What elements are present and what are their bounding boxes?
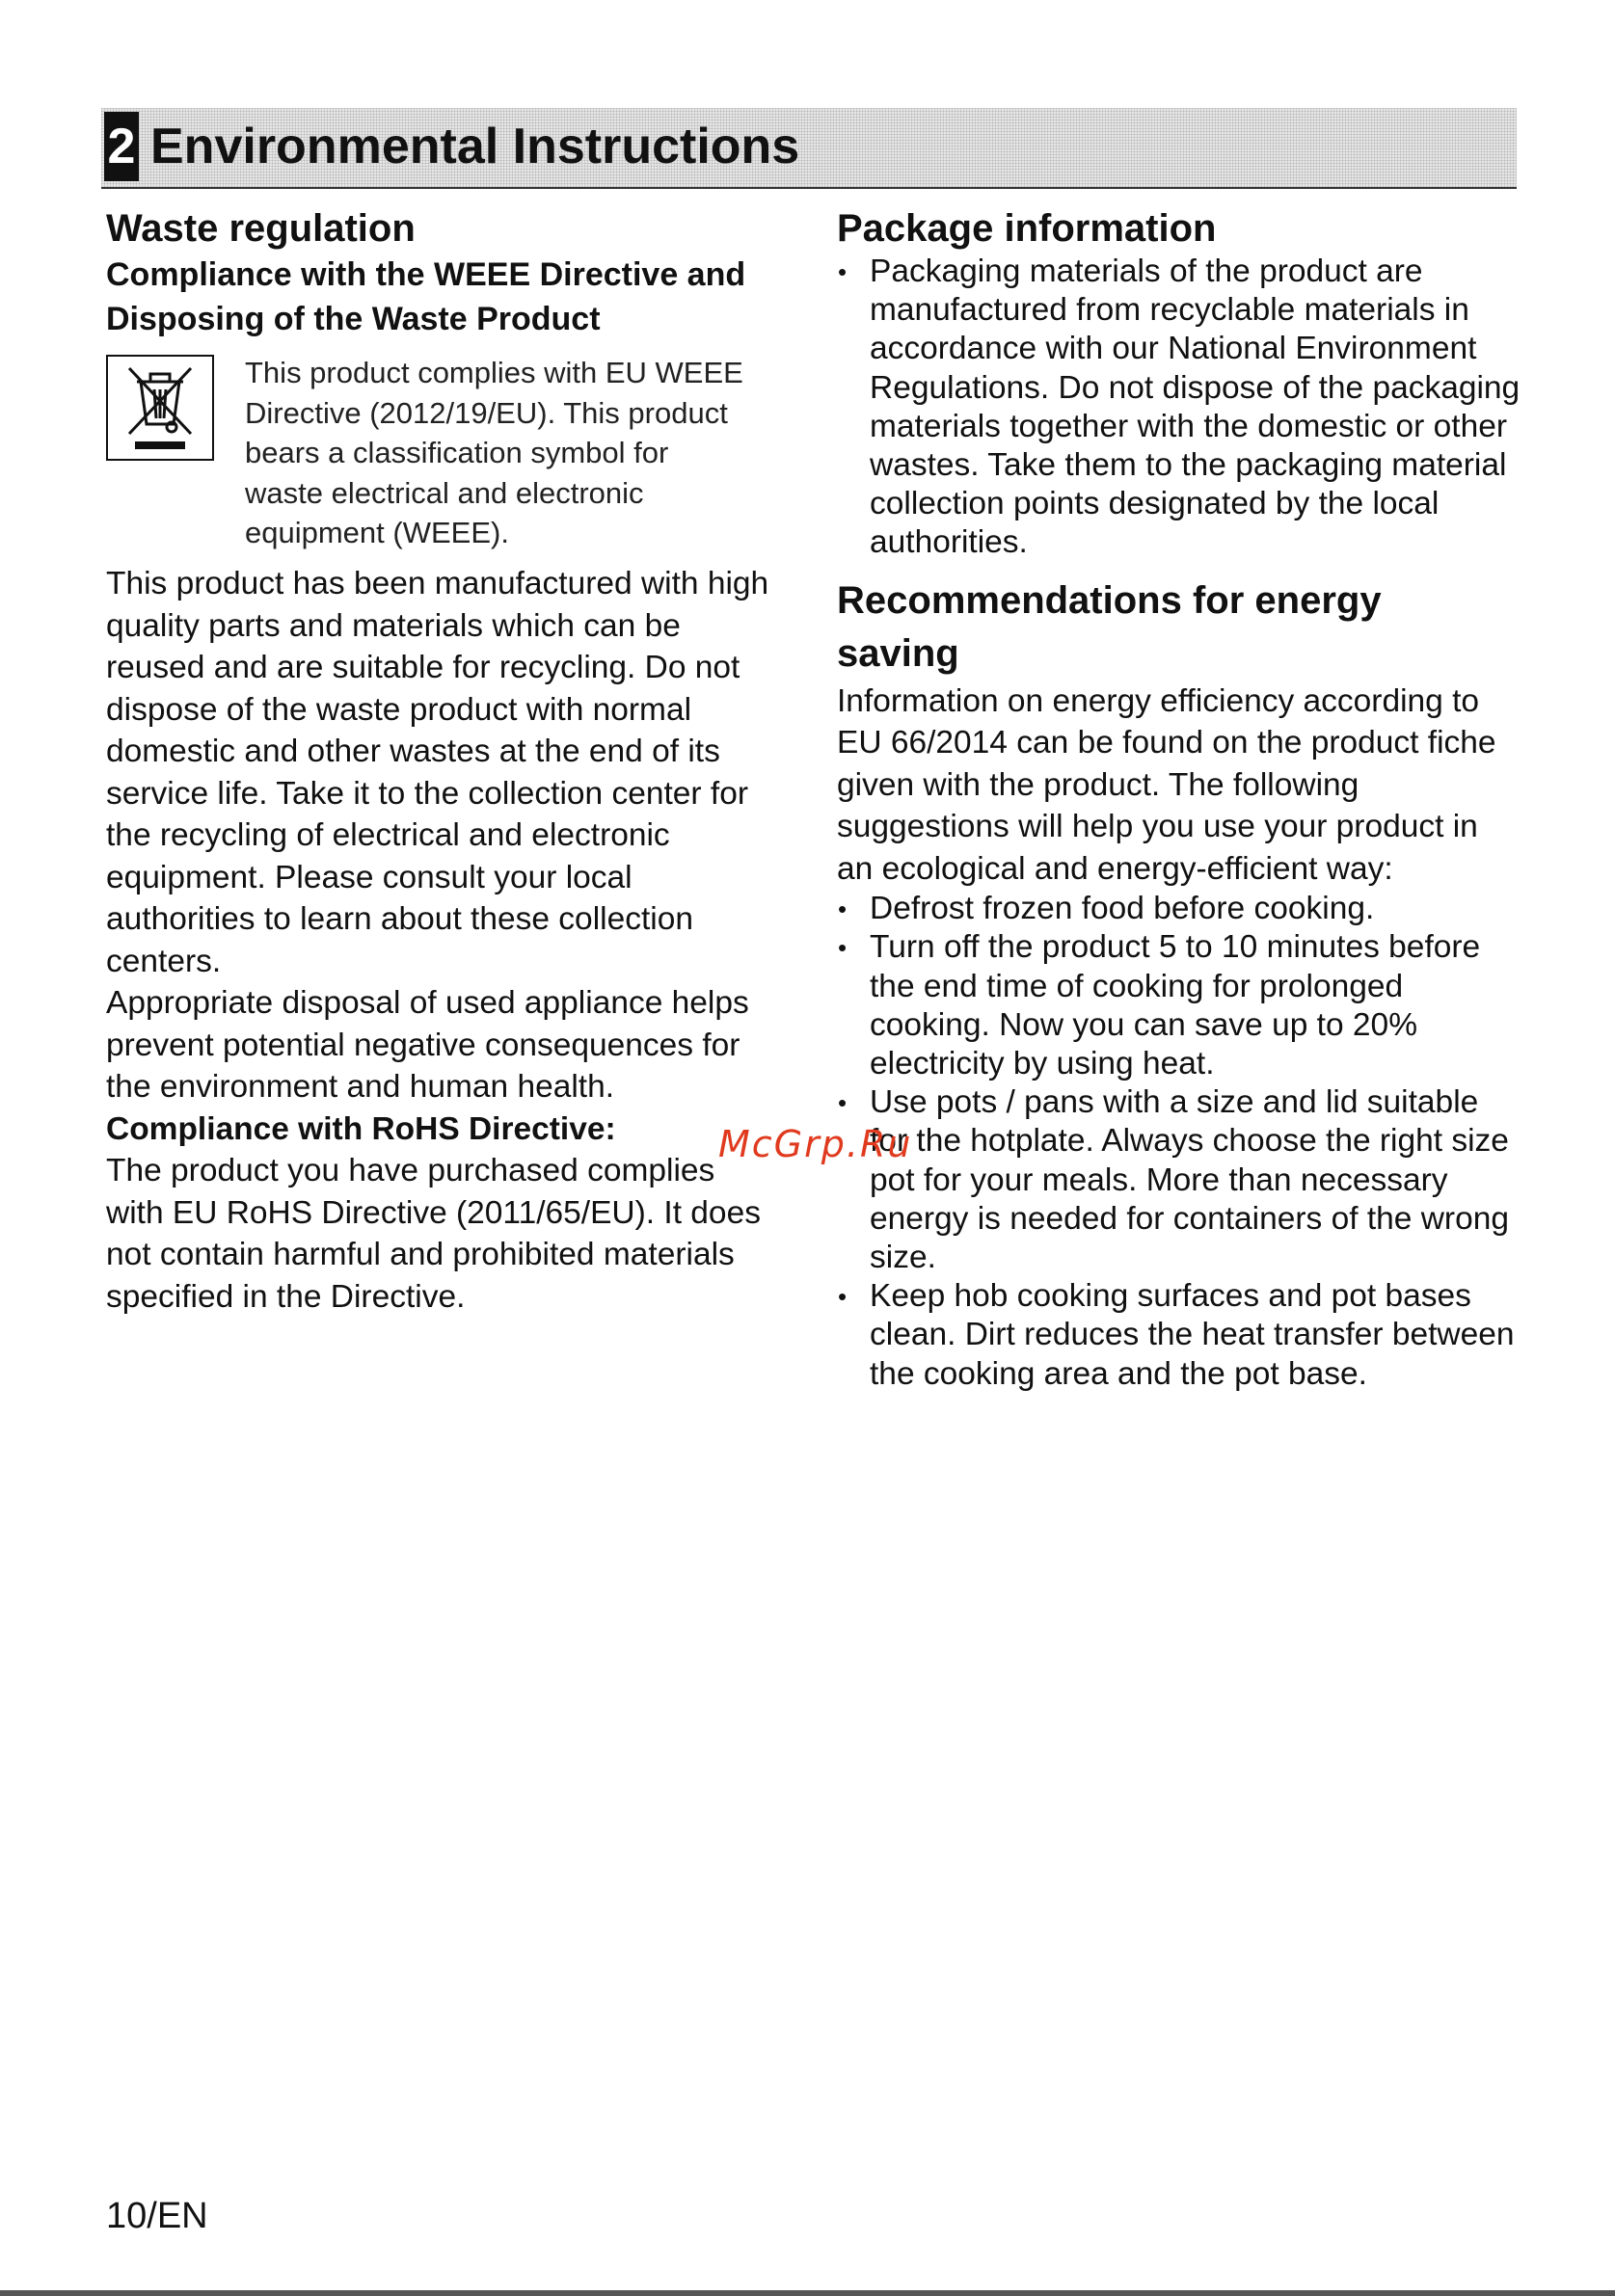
package-information-heading: Package information bbox=[837, 207, 1217, 250]
rohs-heading: Compliance with RoHS Directive: bbox=[106, 1110, 616, 1147]
energy-saving-heading: Recommendations for energy saving bbox=[837, 578, 1382, 675]
weee-compliance-note: This product complies with EU WEEE Directive (2012/19/EU). This product bears a classification symbol for waste electrical and electronic equipment (WEEE). bbox=[245, 356, 743, 549]
chapter-title: Environmental Instructions bbox=[150, 119, 800, 174]
weee-subheading-line2: Disposing of the Waste Product bbox=[106, 301, 601, 337]
crossed-out-wheelie-bin-icon bbox=[106, 355, 214, 461]
waste-regulation-heading: Waste regulation bbox=[106, 207, 416, 250]
page-number: 10/EN bbox=[106, 2196, 208, 2236]
package-bullet-list bbox=[837, 253, 1521, 563]
energy-intro-paragraph: Information on energy efficiency according to EU 66/2014 can be found on the product fiche given with the product. The following suggestions will help you use your product in an ecological and energy-efficient way: bbox=[837, 682, 1496, 887]
rohs-paragraph: The product you have purchased complies with EU RoHS Directive (2011/65/EU). It does not contain harmful and prohibited materials specified in the Directive. bbox=[106, 1153, 761, 1315]
list-item: • Use pots / pans with a size and lid suitable for the hotplate. Always choose the right size pot for your meals. More than necessary energy is needed for containers of the wrong size. bbox=[837, 1083, 1521, 1277]
recycling-paragraph: This product has been manufactured with high quality parts and materials which can be reused and are suitable for recycling. Do not dispose of the waste product with normal domestic and other wastes at the end of its service life. Take it to the collection center for the recycling of electrical and electronic equipment. Please consult your local authorities to learn about these collection centers. bbox=[106, 566, 769, 979]
watermark: McGrp.Ru bbox=[718, 1123, 913, 1165]
list-item: • Keep hob cooking surfaces and pot bases clean. Dirt reduces the heat transfer between the cooking area and the pot base. bbox=[837, 1277, 1521, 1394]
weee-subheading-line1: Compliance with the WEEE Directive and bbox=[106, 256, 746, 293]
left-column bbox=[106, 204, 781, 1318]
energy-bullet-list bbox=[837, 890, 1521, 1394]
list-item: • Turn off the product 5 to 10 minutes before the end time of cooking for prolonged cooking. Now you can save up to 20% electricity by using heat. bbox=[837, 928, 1521, 1083]
footer-divider bbox=[0, 2290, 1615, 2296]
chapter-number: 2 bbox=[104, 112, 139, 181]
right-column bbox=[837, 204, 1521, 1394]
list-item: • Defrost frozen food before cooking. bbox=[837, 890, 1521, 928]
disposal-paragraph: Appropriate disposal of used appliance helps prevent potential negative consequences for the environment and human health. bbox=[106, 985, 749, 1105]
weee-notice bbox=[106, 347, 781, 561]
list-item: • Packaging materials of the product are manufactured from recyclable materials in accordance with our National Environment Regulations. Do not dispose of the packaging materials together with the domestic or other wastes. Take them to the packaging material collection points designated by the local authorities. bbox=[837, 253, 1521, 563]
